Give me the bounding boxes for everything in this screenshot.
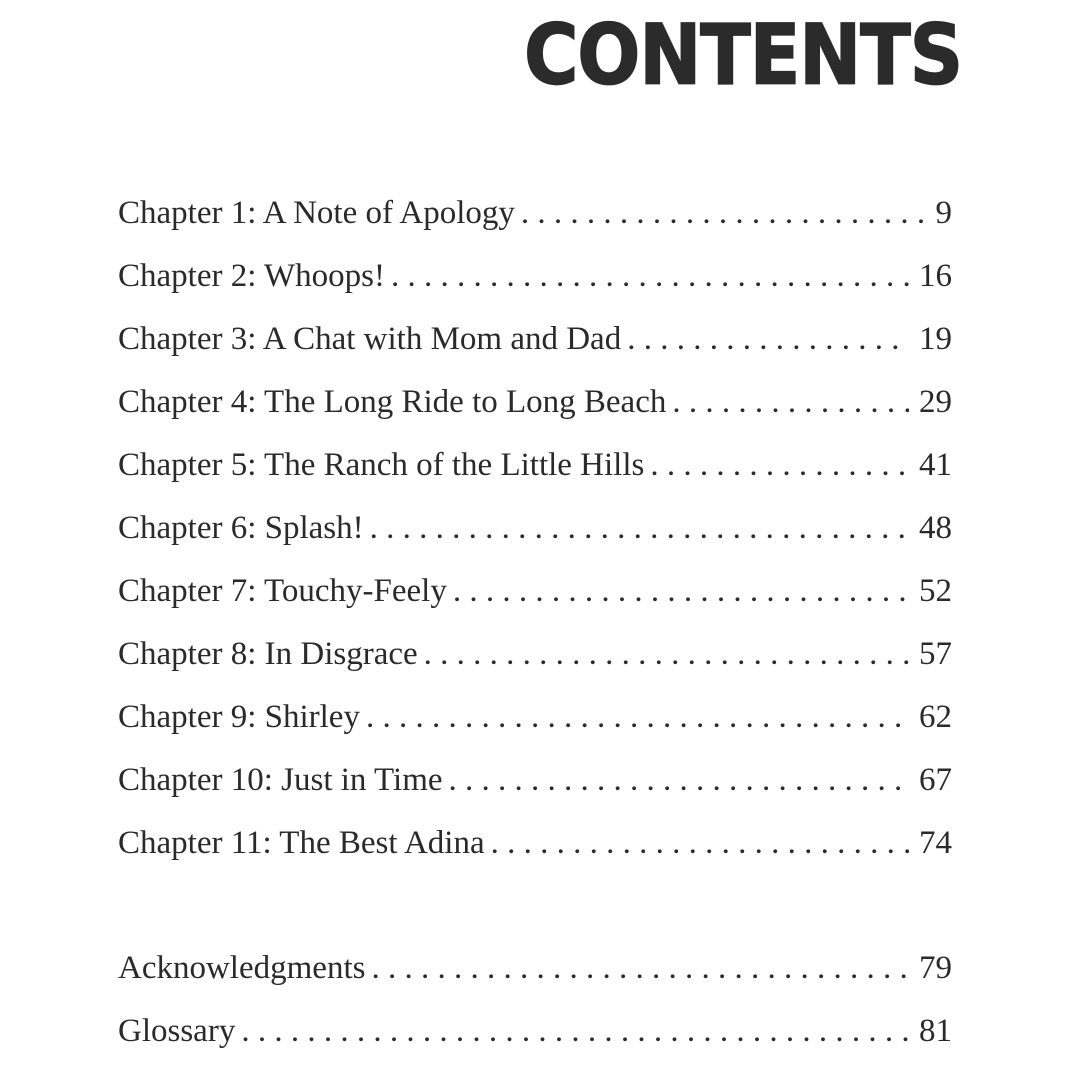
dot-leader	[453, 573, 909, 610]
toc-entry-page: 52	[919, 573, 952, 609]
toc-entry-title: Chapter 8: In Disgrace	[118, 636, 418, 672]
dot-leader	[672, 384, 909, 421]
toc-row[interactable]	[118, 950, 952, 1013]
toc-entry-title: Glossary	[118, 1013, 236, 1049]
toc-entry-page: 74	[919, 825, 952, 861]
toc-entry-title: Chapter 6: Splash!	[118, 510, 364, 546]
toc-entry-title: Chapter 9: Shirley	[118, 699, 360, 735]
dot-leader	[371, 950, 909, 987]
page-title: CONTENTS	[524, 7, 962, 104]
dot-leader	[391, 258, 909, 295]
toc-row[interactable]	[118, 699, 952, 762]
toc-entry-page: 48	[919, 510, 952, 546]
toc-row[interactable]	[118, 762, 952, 825]
toc-entry-title: Acknowledgments	[118, 950, 366, 986]
toc-entry-title: Chapter 1: A Note of Apology	[118, 195, 515, 231]
dot-leader	[650, 447, 909, 484]
toc-entry-title: Chapter 7: Touchy-Feely	[118, 573, 447, 609]
toc-entry-title: Chapter 5: The Ranch of the Little Hills	[118, 447, 645, 483]
toc-entry-page: 9	[935, 195, 952, 231]
toc-entry-title: Chapter 2: Whoops!	[118, 258, 386, 294]
dot-leader	[370, 510, 909, 547]
toc-row[interactable]	[118, 636, 952, 699]
dot-leader	[627, 321, 909, 358]
chapter-list	[118, 195, 952, 888]
back-matter-list	[118, 950, 952, 1076]
toc-entry-page: 79	[919, 950, 952, 986]
toc-row[interactable]	[118, 825, 952, 888]
dot-leader	[521, 195, 926, 232]
dot-leader	[491, 825, 909, 862]
toc-row[interactable]	[118, 384, 952, 447]
toc-entry-page: 67	[919, 762, 952, 798]
dot-leader	[366, 699, 909, 736]
toc-row[interactable]	[118, 1013, 952, 1076]
dot-leader	[449, 762, 909, 799]
toc-entry-page: 41	[919, 447, 952, 483]
toc-entry-page: 62	[919, 699, 952, 735]
toc-entry-page: 19	[919, 321, 952, 357]
toc-entry-page: 29	[919, 384, 952, 420]
toc-row[interactable]	[118, 573, 952, 636]
toc-entry-page: 57	[919, 636, 952, 672]
toc-entry-title: Chapter 3: A Chat with Mom and Dad	[118, 321, 622, 357]
dot-leader	[241, 1013, 909, 1050]
toc-entry-page: 81	[919, 1013, 952, 1049]
toc-row[interactable]	[118, 447, 952, 510]
toc-entry-title: Chapter 10: Just in Time	[118, 762, 443, 798]
toc-entry-title: Chapter 4: The Long Ride to Long Beach	[118, 384, 667, 420]
toc-row[interactable]	[118, 321, 952, 384]
toc-entry-page: 16	[919, 258, 952, 294]
toc-row[interactable]	[118, 258, 952, 321]
toc-entry-title: Chapter 11: The Best Adina	[118, 825, 485, 861]
toc-row[interactable]	[118, 510, 952, 573]
dot-leader	[424, 636, 909, 673]
toc-row[interactable]	[118, 195, 952, 258]
